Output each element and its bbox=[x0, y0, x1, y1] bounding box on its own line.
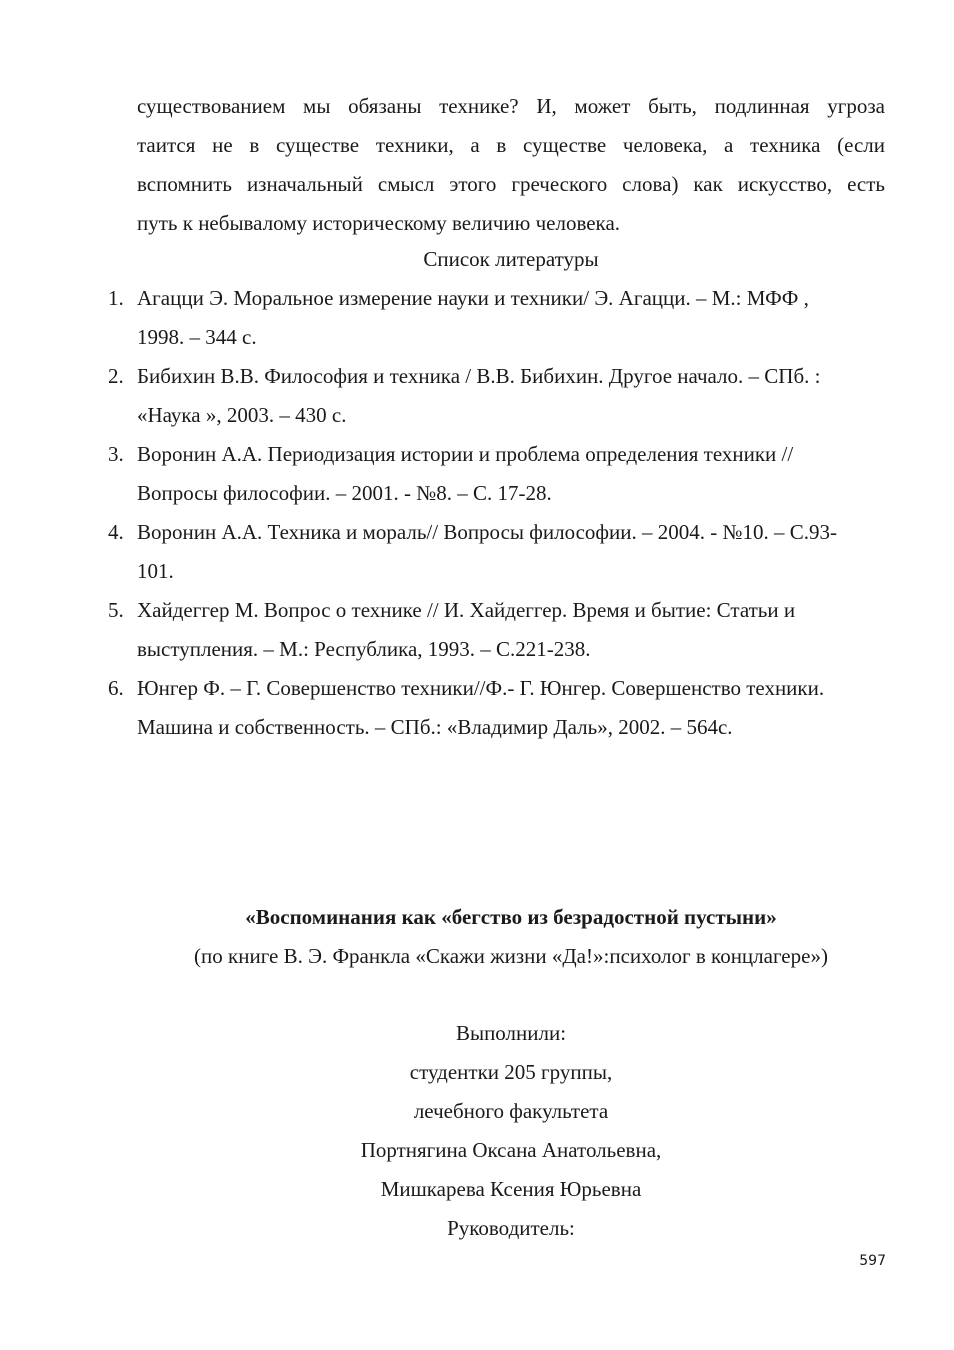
reference-line: Хайдеггер М. Вопрос о технике // И. Хайдеггер. Время и бытие: Статьи и bbox=[137, 598, 796, 622]
performed-label: Выполнили: bbox=[455, 1021, 567, 1045]
reference-number: 3. bbox=[108, 442, 124, 466]
page-number: 597 bbox=[859, 1253, 886, 1269]
article-subtitle: (по книге В. Э. Франкла «Скажи жизни «Да!»:психолог в концлагере») bbox=[194, 944, 828, 968]
references-list bbox=[0, 279, 954, 747]
reference-line: Вопросы философии. – 2001. - №8. – С. 17-28. bbox=[137, 481, 552, 505]
reference-line: Воронин А.А. Периодизация истории и проблема определения техники // bbox=[137, 442, 794, 466]
article-title: «Воспоминания как «бегство из безрадостной пустыни» bbox=[245, 905, 777, 929]
paragraph-line: таится не в существе техники, а в существе человека, а техника (если bbox=[137, 133, 885, 157]
reference-item bbox=[0, 435, 954, 513]
reference-item bbox=[0, 357, 954, 435]
student-group: студентки 205 группы, bbox=[409, 1060, 613, 1084]
reference-item bbox=[0, 279, 954, 357]
reference-number: 1. bbox=[108, 286, 124, 310]
reference-item bbox=[0, 669, 954, 747]
author-name: Мишкарева Ксения Юрьевна bbox=[380, 1177, 642, 1201]
author-name: Портнягина Оксана Анатольевна, bbox=[360, 1138, 662, 1162]
reference-number: 4. bbox=[108, 520, 124, 544]
supervisor-label: Руководитель: bbox=[447, 1216, 575, 1240]
reference-line: выступления. – М.: Республика, 1993. – С.221-238. bbox=[137, 637, 591, 661]
reference-item bbox=[0, 513, 954, 591]
faculty-name: лечебного факультета bbox=[413, 1099, 609, 1123]
reference-line: Бибихин В.В. Философия и техника / В.В. Бибихин. Другое начало. – СПб. : bbox=[137, 364, 821, 388]
reference-line: «Наука », 2003. – 430 с. bbox=[137, 403, 347, 427]
paragraph-line: существованием мы обязаны технике? И, может быть, подлинная угроза bbox=[137, 94, 885, 118]
reference-line: 1998. – 344 с. bbox=[137, 325, 257, 349]
reference-line: Машина и собственность. – СПб.: «Владимир Даль», 2002. – 564с. bbox=[137, 715, 733, 739]
paragraph-line: вспомнить изначальный смысл этого греческого слова) как искусство, есть bbox=[137, 172, 885, 196]
reference-line: Агацци Э. Моральное измерение науки и техники/ Э. Агацци. – М.: МФФ , bbox=[137, 286, 809, 310]
body-paragraph bbox=[137, 87, 885, 243]
reference-number: 6. bbox=[108, 676, 124, 700]
paragraph-line: путь к небывалому историческому величию человека. bbox=[137, 211, 621, 235]
references-heading: Список литературы bbox=[423, 247, 599, 271]
reference-item bbox=[0, 591, 954, 669]
reference-number: 2. bbox=[108, 364, 124, 388]
reference-line: Юнгер Ф. – Г. Совершенство техники//Ф.- Г. Юнгер. Совершенство техники. bbox=[137, 676, 825, 700]
reference-number: 5. bbox=[108, 598, 124, 622]
reference-line: Воронин А.А. Техника и мораль// Вопросы философии. – 2004. - №10. – С.93- bbox=[137, 520, 838, 544]
reference-line: 101. bbox=[137, 559, 174, 583]
